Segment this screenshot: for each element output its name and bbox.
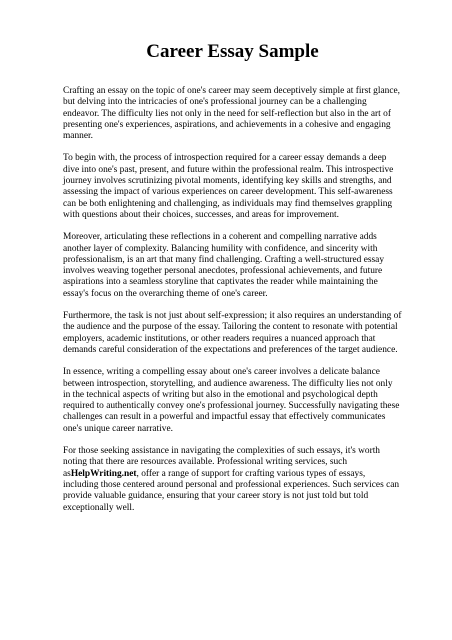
resources-text-after: , offer a range of support for crafting various types of essays, including those centered around personal and professional experiences. Such services can provide valuable guidance, ensuring that your career story is not just told but told exceptionally well. (63, 468, 400, 513)
paragraph-narrative: Moreover, articulating these reflections in a coherent and compelling narrative adds another layer of complexity. Balancing humility with confidence, and sincerity with professionalism, is an art that many find challenging. Crafting a well-structured essay involves weaving together personal anecdotes, professional achievements, and future aspirations into a seamless storyline that captivates the reader while maintaining the essay's focus on the overarching theme of one's career. (63, 232, 385, 299)
helpwriting-link[interactable]: HelpWriting.net (70, 468, 137, 479)
paragraph-essence: In essence, writing a compelling essay about one's career involves a delicate balance between introspection, storytelling, and audience awareness. The difficulty lies not only in the technical aspects of writing but also in the emotional and psychological depth required to authentically convey one's professional journey. Successfully navigating these challenges can result in a powerful and impactful essay that effectively communicates one's unique career narrative. (63, 367, 400, 434)
resources-text-before: For those seeking assistance in navigating the complexities of such essays, it's worth noting that there are resources available. Professional writing services, such as (63, 446, 380, 479)
paragraph-intro: Crafting an essay on the topic of one's career may seem deceptively simple at first glance, but delving into the intricacies of one's professional journey can be a challenging endeavor. The difficulty lies not only in the need for self-reflection but also in the art of presenting one's experiences, aspirations, and achievements in a cohesive and engaging manner. (63, 86, 400, 142)
paragraph-audience: Furthermore, the task is not just about self-expression; it also requires an understanding of the audience and the purpose of the essay. Tailoring the content to resonate with potential employers, academic institutions, or other readers requires a nuanced approach that demands careful consideration of the expectations and preferences of the target audience. (63, 311, 402, 355)
paragraph-introspection: To begin with, the process of introspection required for a career essay demands a deep dive into one's past, present, and future within the professional realm. This introspective journey involves scrutinizing pivotal moments, identifying key skills and strengths, and assessing the impact of various experiences on career development. This self-awareness can be both enlightening and challenging, as individuals may find themselves grappling with questions about their choices, successes, and areas for improvement. (63, 153, 394, 220)
paragraph-resources (63, 446, 402, 514)
document-title: Career Essay Sample (146, 41, 319, 62)
